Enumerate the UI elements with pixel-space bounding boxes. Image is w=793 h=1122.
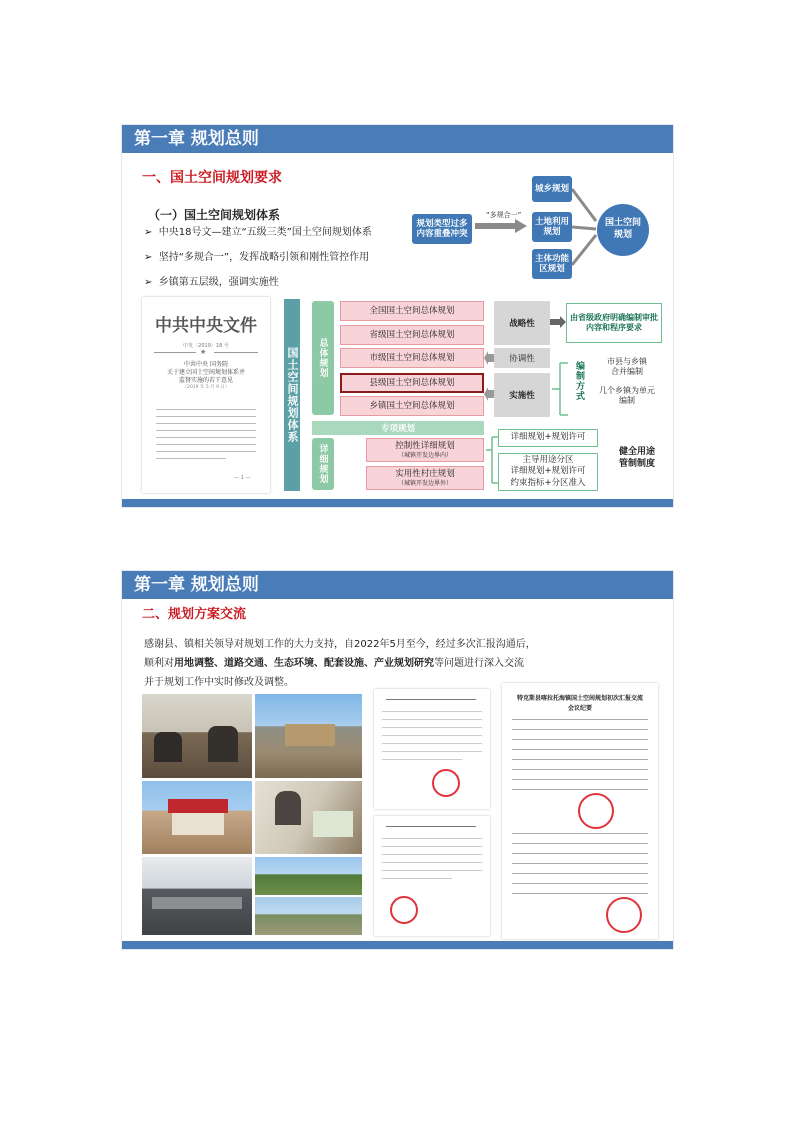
system-vertical-title: 国土空间规划体系	[284, 299, 300, 491]
slide-footer-bar	[122, 499, 673, 507]
bullet-mark: ➢	[144, 277, 153, 288]
detail-plan-village	[366, 466, 484, 490]
flow-box-function: 主体功能 区规划	[532, 249, 572, 279]
detail-plan-note: （城镇开发边界外）	[397, 479, 452, 487]
subsection-title: （一）国土空间规划体系	[148, 208, 281, 222]
bullet-item: 乡镇第五层级，强调实施性	[158, 277, 279, 288]
detail-plan-note: （城镇开发边界内）	[397, 451, 452, 459]
overall-plan-label: 总体规划	[312, 301, 334, 415]
flow-box-land: 土地利用 规划	[532, 212, 572, 242]
arrow-icon	[550, 316, 566, 328]
plan-provincial: 省级国土空间总体规划	[340, 325, 484, 345]
flow-box-urban: 城乡规划	[532, 176, 572, 202]
detail-plan-name: 控制性详细规划	[395, 441, 455, 452]
flow-merge-arrows-icon	[572, 185, 598, 275]
grassland-photo	[255, 897, 362, 935]
arrow-icon	[484, 387, 494, 401]
bullet-mark: ➢	[144, 252, 153, 263]
practical-label: 实施性	[494, 373, 550, 417]
paragraph-line: 感谢县、镇相关领导对规划工作的大力支持，自2022年5月至今，经过多次汇报沟通后，	[144, 639, 536, 650]
detail-outcome-1: 详细规划+规划许可	[498, 429, 598, 447]
use-control-label: 健全用途 管制制度	[612, 427, 662, 491]
slide-plan-exchange	[121, 570, 674, 950]
slide-header: 第一章 规划总则	[122, 571, 673, 599]
village-gate-photo	[142, 781, 252, 854]
flow-result-circle: 国土空间 规划	[597, 204, 649, 256]
bullet-list	[144, 223, 372, 288]
bullet-item: 坚持“多规合一”，发挥战略引领和刚性管控作用	[158, 252, 370, 263]
flow-arrow-icon	[475, 219, 527, 233]
meeting-record-page-2	[374, 816, 490, 936]
document-title: 中共中央文件	[155, 316, 257, 336]
section-title: 一、国土空间规划要求	[142, 170, 282, 186]
document-heading-line: 监督实施的若干意见	[178, 377, 233, 385]
arrow-icon	[484, 351, 494, 365]
document-heading	[142, 361, 270, 391]
plan-township: 乡镇国土空间总体规划	[340, 396, 484, 416]
method-merged: 市县与乡镇 合并编制	[592, 355, 662, 379]
paragraph-bold-topics: 用地调整、道路交通、生态环境、配套设施、产业规划研究	[174, 658, 434, 669]
document-heading-line: 关于建立国土空间规划体系并	[166, 369, 245, 377]
star-icon: ★	[200, 348, 207, 356]
minutes-title: 特克斯县喀拉托海镇国土空间规划初次汇报交流	[516, 695, 643, 702]
slide-header: 第一章 规划总则	[122, 125, 673, 153]
section-title: 二、规划方案交流	[142, 607, 247, 622]
bullet-item: 中央18号文—建立“五级三类”国土空间规划体系	[158, 227, 372, 238]
method-label: 编制方式	[574, 361, 584, 401]
slide-footer-bar	[122, 941, 673, 949]
meeting-minutes-document	[502, 683, 658, 939]
document-date: （2019 年 5 月 9 日）	[182, 385, 230, 391]
document-heading-line: 中共中央 国务院	[184, 361, 228, 368]
meeting-record-page-1	[374, 689, 490, 809]
plan-county: 县级国土空间总体规划	[340, 373, 484, 393]
flow-problem-box: 规划类型过多 内容重叠冲突	[412, 214, 472, 244]
slide-planning-system	[121, 124, 674, 508]
red-seal-stamp	[606, 897, 642, 933]
detail-outcome-2: 主导用途分区 详细规划+规划许可 约束指标+分区准入	[498, 453, 598, 491]
method-unit: 几个乡镇为单元 编制	[592, 384, 662, 408]
plan-national: 全国国土空间总体规划	[340, 301, 484, 321]
strategic-label: 战略性	[494, 301, 550, 345]
plan-city: 市级国土空间总体规划	[340, 348, 484, 368]
discussion-photo	[255, 781, 362, 854]
meeting-photo-1	[142, 694, 252, 778]
document-number: 中发〔2019〕18 号	[183, 343, 229, 349]
paragraph-text: 等问题进行深入交流	[434, 658, 524, 669]
red-seal-stamp	[390, 896, 418, 924]
bullet-mark: ➢	[144, 227, 153, 238]
detail-plan-label: 详细规划	[312, 438, 334, 490]
document-page-number: — 1 —	[234, 475, 251, 481]
coordinate-label: 协调性	[494, 348, 550, 368]
paragraph-text: 顺利对	[144, 658, 174, 669]
flow-arrow-label: “多规合一”	[486, 211, 522, 219]
meeting-photo-2	[142, 857, 252, 935]
policy-document-image	[142, 297, 270, 493]
minutes-subtitle: 会议纪要	[567, 705, 592, 712]
street-photo	[255, 694, 362, 778]
paragraph-line	[144, 654, 664, 673]
approval-requirement-box: 由省级政府明确编制审批 内容和程序要求	[566, 303, 662, 343]
red-seal-stamp	[432, 769, 460, 797]
red-seal-stamp	[578, 793, 614, 829]
tree-field-photo	[255, 857, 362, 895]
special-plan-label: 专项规划	[312, 421, 484, 435]
bracket-icon	[550, 359, 572, 419]
detail-plan-name: 实用性村庄规划	[395, 469, 455, 480]
paragraph-line: 并于规划工作中实时修改及调整。	[144, 677, 294, 688]
detail-plan-control	[366, 438, 484, 462]
